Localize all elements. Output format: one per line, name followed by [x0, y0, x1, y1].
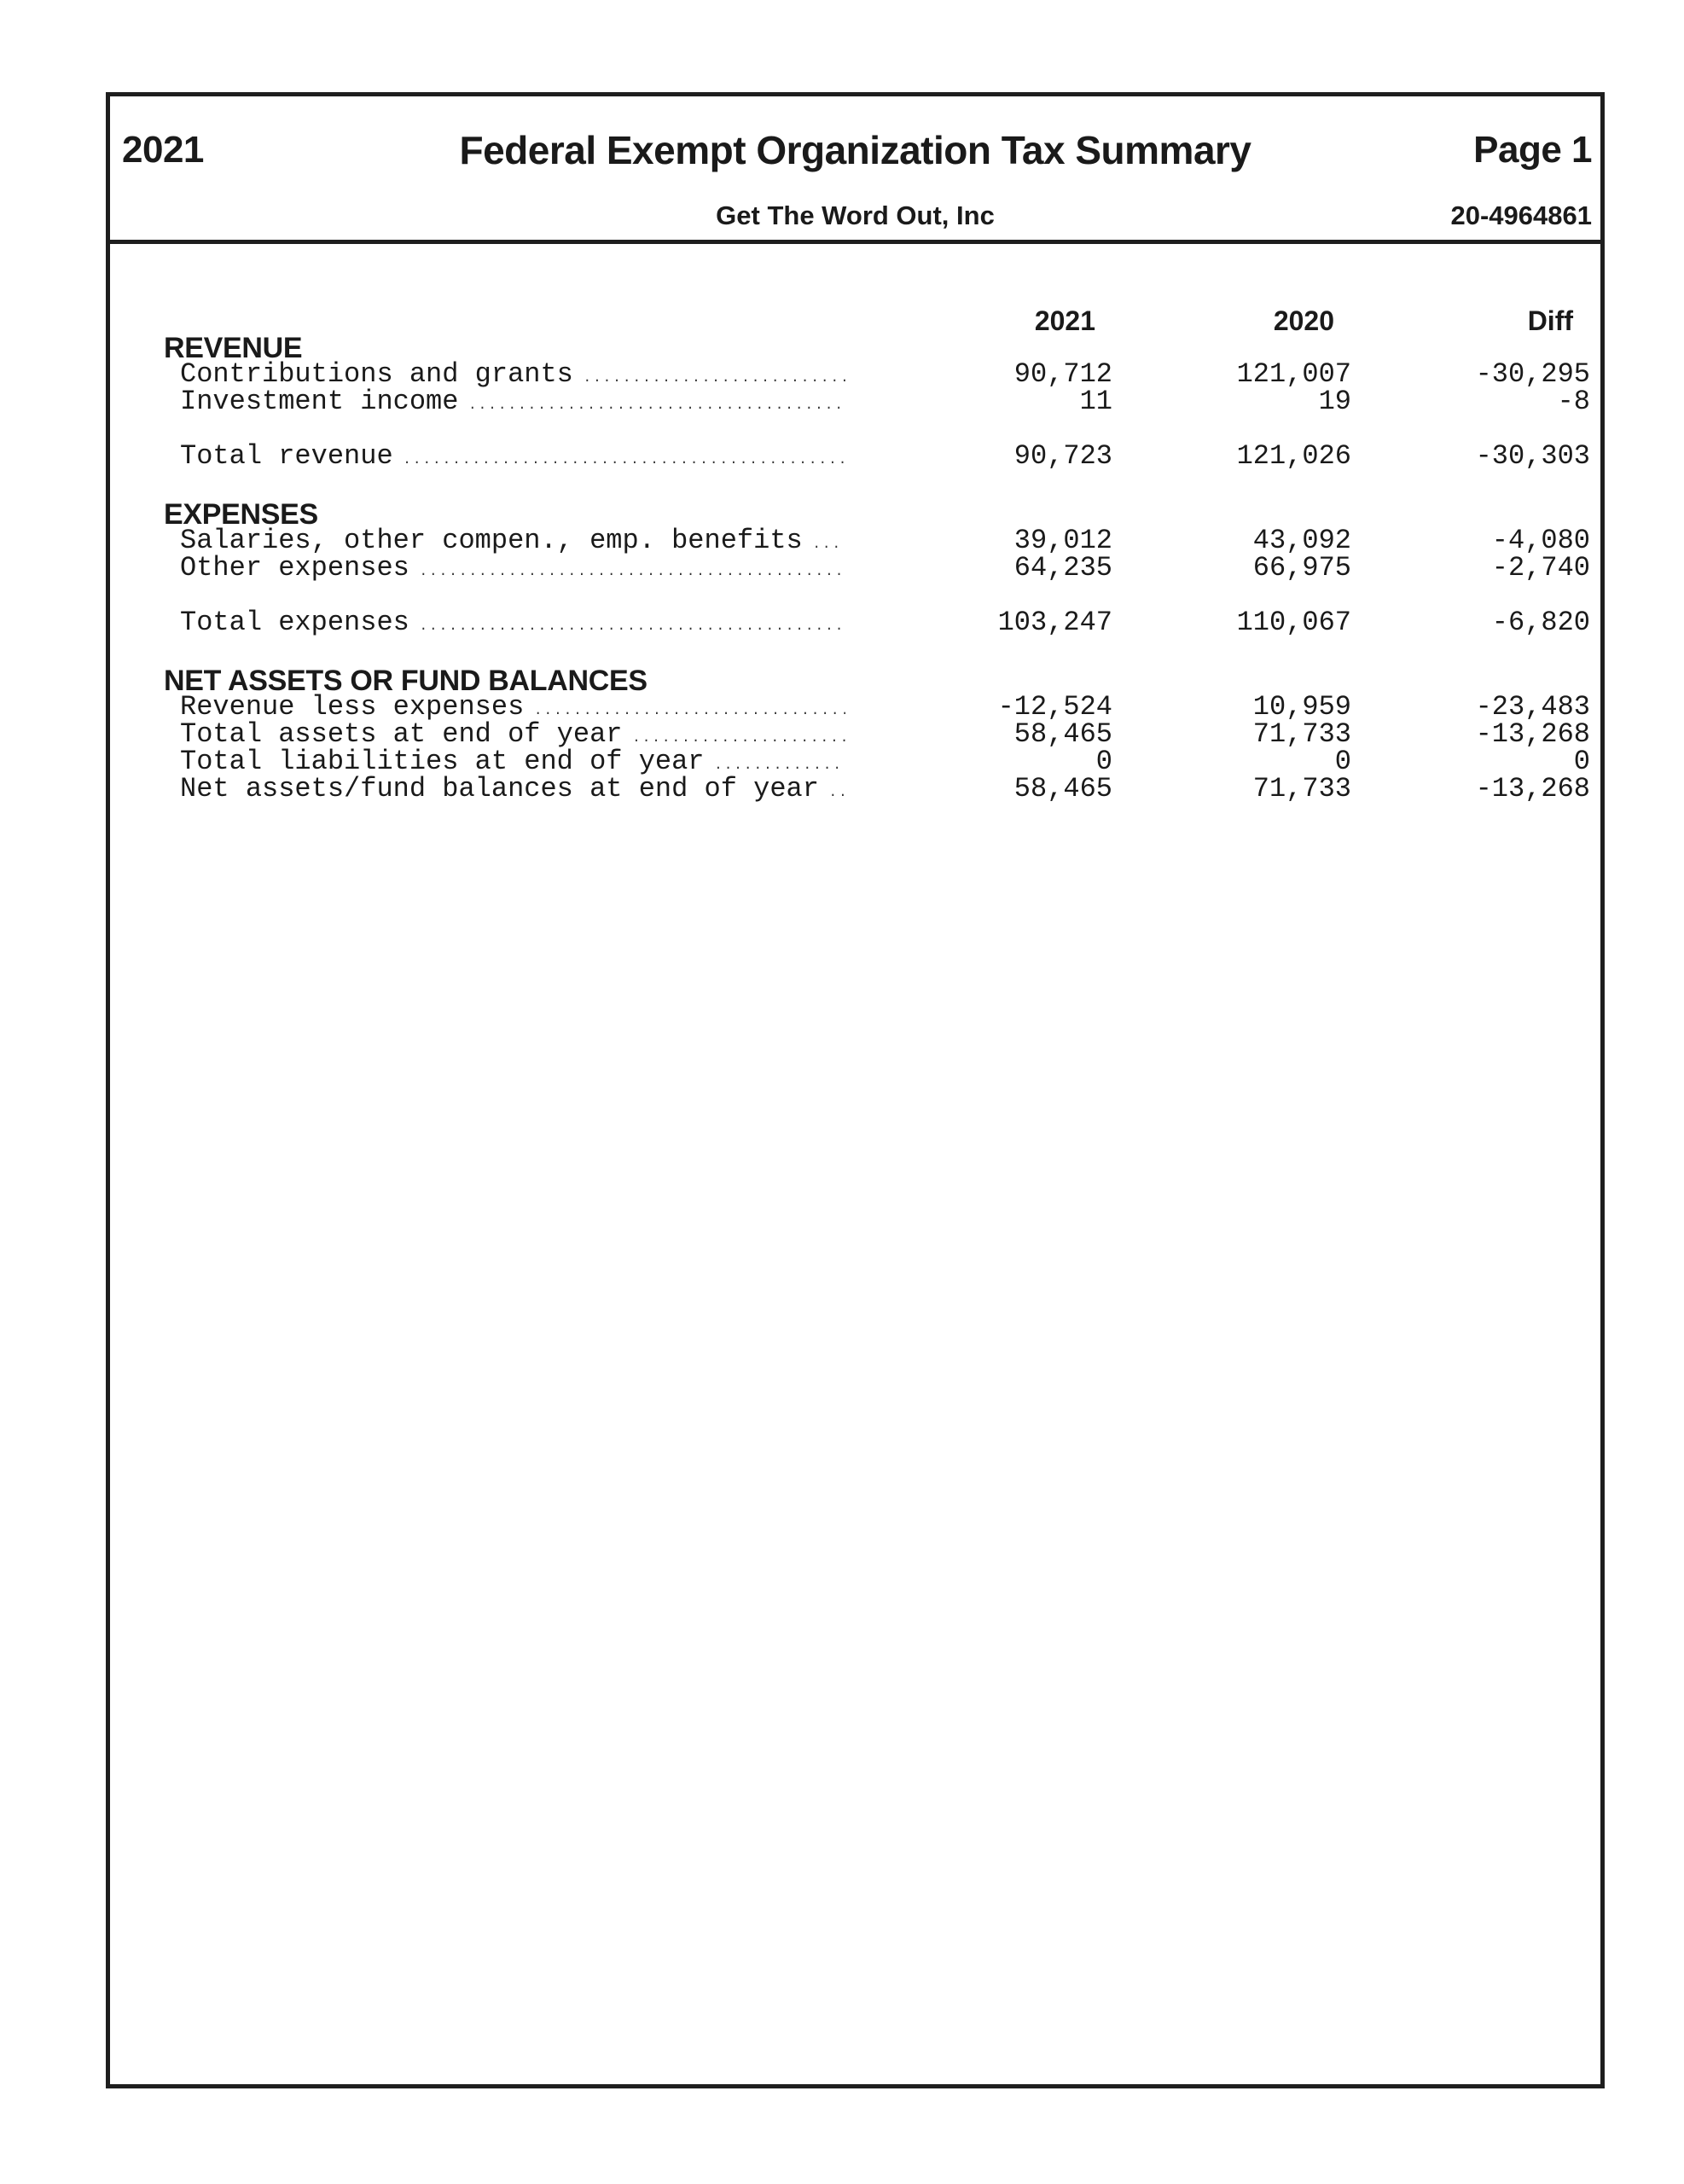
section-title-expenses: EXPENSES [164, 498, 318, 531]
column-header-2021: 2021 [1034, 305, 1095, 336]
value-2021: 39,012 [1013, 525, 1112, 556]
section-title-revenue: REVENUE [164, 332, 303, 364]
value-2020: 43,092 [1252, 525, 1351, 556]
value-diff: -13,268 [1475, 773, 1590, 804]
value-2020: 0 [1334, 746, 1351, 777]
page-frame [106, 92, 1605, 2088]
value-2021: 90,712 [1013, 358, 1112, 390]
row-label: Contributions and grants ..... [180, 361, 845, 392]
value-diff: -8 [1557, 386, 1590, 417]
header-divider [110, 240, 1600, 244]
ein-number: 20-4964861 [1450, 200, 1592, 230]
value-2021: 58,465 [1013, 773, 1112, 804]
section-title-net-assets: NET ASSETS OR FUND BALANCES [164, 665, 647, 697]
document-title: Federal Exempt Organization Tax Summary [459, 128, 1251, 172]
value-2021: 64,235 [1013, 552, 1112, 584]
value-2021: 11 [1079, 386, 1112, 417]
table-row [110, 358, 1600, 390]
organization-name: Get The Word Out, Inc [716, 200, 995, 230]
total-row-expenses [110, 609, 1600, 636]
row-label: Other expenses ..... [180, 555, 845, 585]
value-2020: 121,026 [1236, 440, 1351, 472]
document-header [110, 96, 1600, 246]
value-2021: 90,723 [1013, 440, 1112, 472]
row-label: Total liabilities at end of year ..... [180, 748, 845, 779]
value-2021: 103,247 [997, 607, 1112, 638]
value-diff: 0 [1573, 746, 1590, 777]
value-2020: 71,733 [1252, 773, 1351, 804]
total-row-revenue [110, 440, 1600, 472]
column-header-diff: Diff [1527, 305, 1573, 336]
value-diff: -30,303 [1475, 440, 1590, 472]
value-diff: -6,820 [1491, 607, 1590, 638]
row-label: Salaries, other compen., emp. benefits ..... [180, 527, 845, 558]
value-2021: 0 [1095, 746, 1112, 777]
page-number: Page 1 [1473, 129, 1592, 171]
value-diff: -13,268 [1475, 718, 1590, 750]
table-row [110, 748, 1600, 775]
row-label: Total revenue ..... [180, 443, 845, 473]
table-row [110, 691, 1600, 723]
value-diff: -23,483 [1475, 691, 1590, 723]
value-2020: 10,959 [1252, 691, 1351, 723]
row-label: Net assets/fund balances at end of year ..... [180, 775, 845, 806]
value-2020: 121,007 [1236, 358, 1351, 390]
value-2020: 110,067 [1236, 607, 1351, 638]
table-row [110, 388, 1600, 415]
row-label: Investment income ..... [180, 388, 845, 419]
row-label: Total expenses ..... [180, 609, 845, 640]
value-diff: -2,740 [1491, 552, 1590, 584]
value-2021: 58,465 [1013, 718, 1112, 750]
table-row [110, 552, 1600, 584]
table-row [110, 527, 1600, 555]
column-header-2020: 2020 [1273, 305, 1334, 336]
value-diff: -4,080 [1491, 525, 1590, 556]
row-label: Revenue less expenses ..... [180, 694, 845, 724]
table-row [110, 775, 1600, 803]
table-row [110, 718, 1600, 750]
tax-year: 2021 [122, 129, 204, 171]
value-diff: -30,295 [1475, 358, 1590, 390]
value-2021: -12,524 [997, 691, 1112, 723]
row-label: Total assets at end of year ..... [180, 721, 845, 752]
value-2020: 19 [1318, 386, 1351, 417]
value-2020: 66,975 [1252, 552, 1351, 584]
value-2020: 71,733 [1252, 718, 1351, 750]
